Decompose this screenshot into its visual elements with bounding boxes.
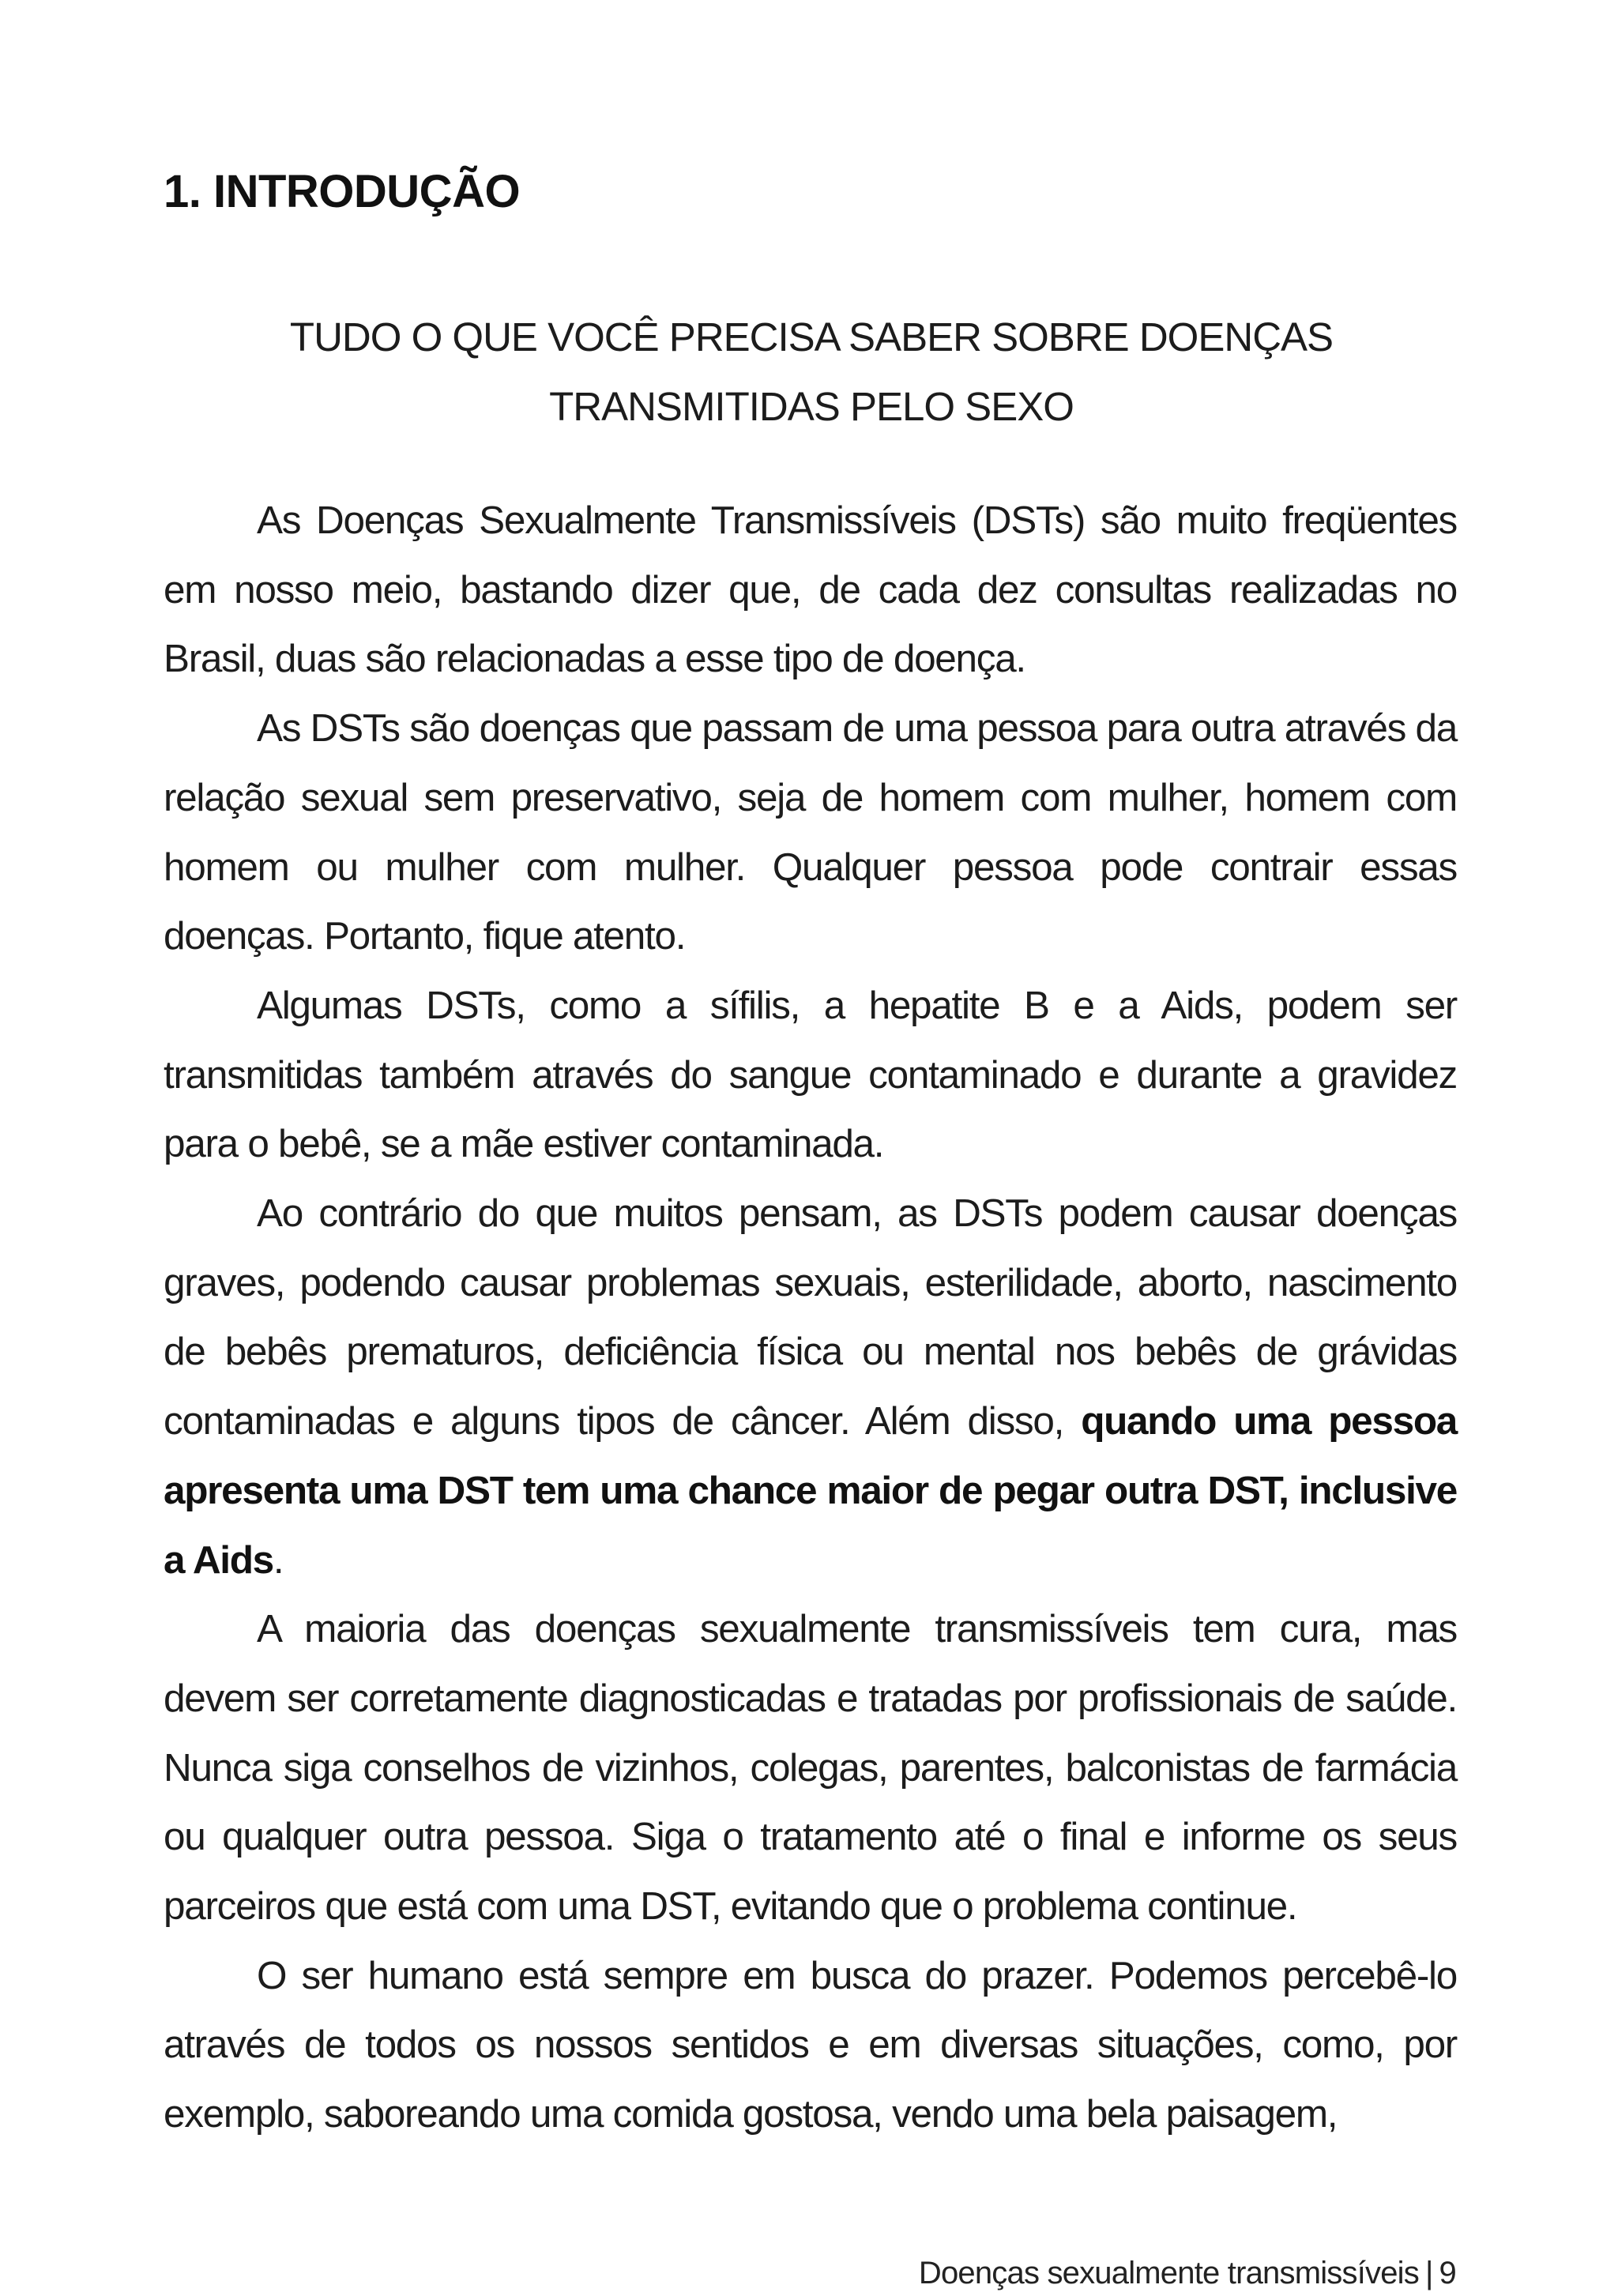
- paragraph-dst-consequences: [164, 1179, 1457, 1594]
- page-number: 9: [1439, 2256, 1456, 2290]
- paragraph-text-after: .: [273, 1538, 284, 1582]
- section-subtitle: [164, 303, 1459, 442]
- body-text: [164, 486, 1457, 2149]
- subtitle-line-1: TUDO O QUE VOCÊ PRECISA SABER SOBRE DOENÇAS: [289, 314, 1334, 359]
- page-footer: [919, 2253, 1456, 2293]
- paragraph-text-before: Ao contrário do que muitos pensam, as DSTs podem causar doenças graves, podendo causar problemas sexuais, esterilidade, aborto, nascimento de bebês prematuros, deficiência física ou mental nos bebês de grávidas contaminadas e alguns tipos de câncer. Além disso,: [164, 1191, 1457, 1443]
- paragraph-treatment: A maioria das doenças sexualmente transmissíveis tem cura, mas devem ser corretamente diagnosticadas e tratadas por profissionais de saúde. Nunca siga conselhos de vizinhos, colegas, parentes, balconistas de farmácia ou qualquer outra pessoa. Siga o tratamento até o final e informe os seus parceiros que está com uma DST, evitando que o problema continue.: [164, 1607, 1457, 1929]
- paragraph-pleasure: O ser humano está sempre em busca do prazer. Podemos percebê-lo através de todos os nossos sentidos e em diversas situações, como, por exemplo, saboreando uma comida gostosa, vendo uma bela paisagem,: [164, 1953, 1457, 2136]
- paragraph-dst-frequency: As Doenças Sexualmente Transmissíveis (DSTs) são muito freqüentes em nosso meio, bastando dizer que, de cada dez consultas realizadas no Brasil, duas são relacionadas a esse tipo de doença.: [164, 499, 1457, 681]
- bold-emphasis: quando uma pessoa apresenta uma DST tem uma chance maior de pegar outra DST, inclusive a Aids: [164, 1399, 1458, 1582]
- subtitle-line-2: TRANSMITIDAS PELO SEXO: [549, 384, 1074, 429]
- section-heading: 1. INTRODUÇÃO: [164, 166, 521, 217]
- paragraph-blood-transmission: Algumas DSTs, como a sífilis, a hepatite B e a Aids, podem ser transmitidas também através do sangue contaminado e durante a gravidez para o bebê, se a mãe estiver contaminada.: [164, 983, 1457, 1166]
- paragraph-dst-definition: As DSTs são doenças que passam de uma pessoa para outra através da relação sexual sem preservativo, seja de homem com mulher, homem com homem ou mulher com mulher. Qualquer pessoa pode contrair essas doenças. Portanto, fique atento.: [164, 706, 1457, 958]
- footer-book-title: Doenças sexualmente transmissíveis: [918, 2256, 1419, 2290]
- footer-separator: |: [1424, 2256, 1433, 2290]
